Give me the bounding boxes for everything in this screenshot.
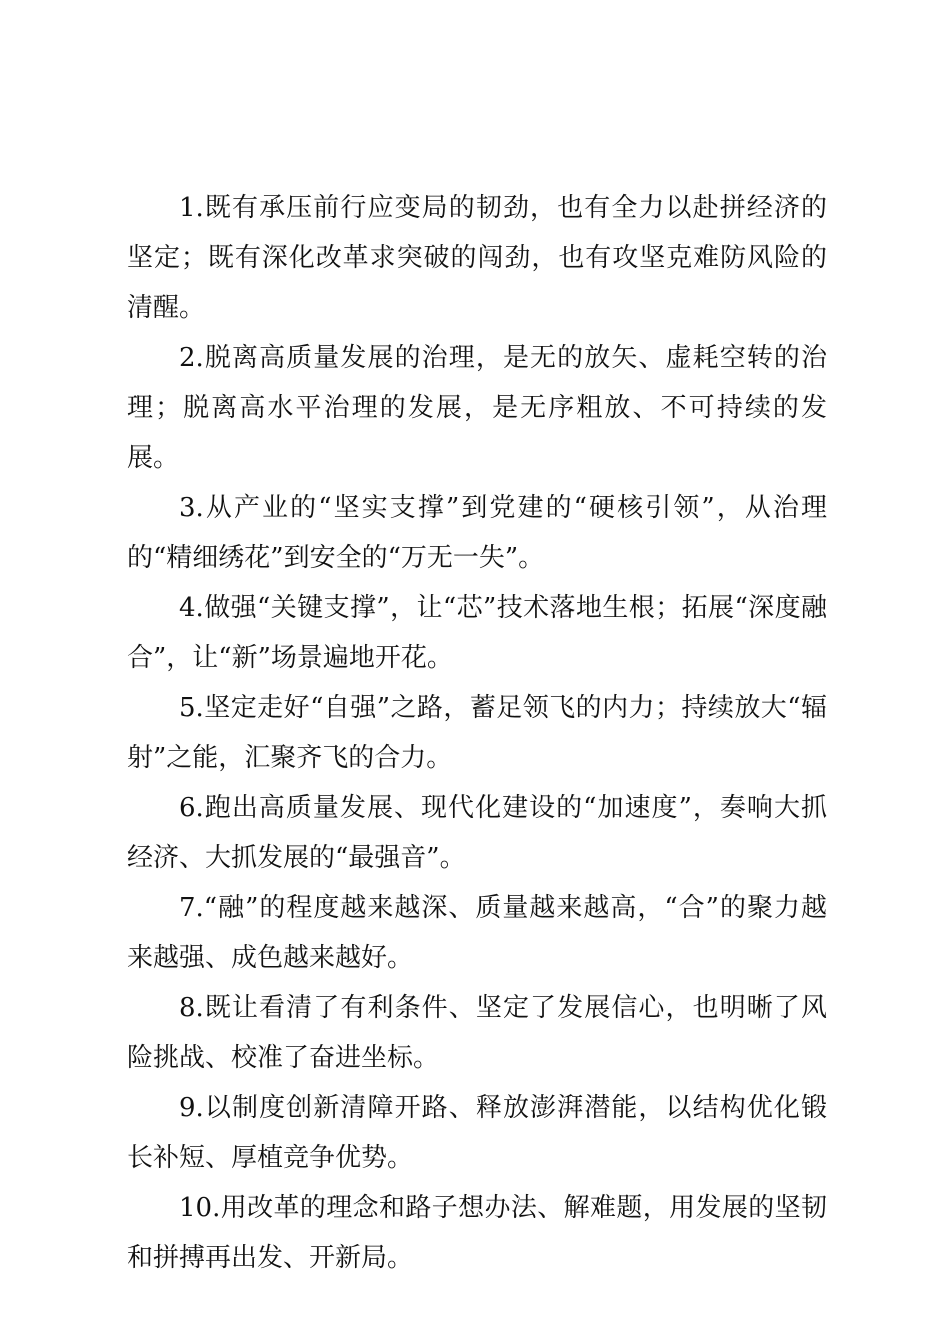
paragraph-line: 经济、大抓发展的“最强音”。 bbox=[127, 843, 466, 873]
paragraph-line: 1.既有承压前行应变局的韧劲，也有全力以赴拼经济的坚 bbox=[127, 193, 827, 273]
paragraph-line: 度融合”，让“新”场景遍地开花。 bbox=[127, 593, 827, 673]
paragraph-line: 6.跑出高质量发展、现代化建设的“加速度”，奏响大抓 bbox=[179, 793, 827, 823]
paragraph-line: 挑战、校准了奋进坐标。 bbox=[153, 1043, 440, 1073]
paragraph-line: 3.从产业的“坚实支撑”到党建的“硬核引领”，从治理 bbox=[179, 493, 827, 523]
paragraph-line: 7.“融”的程度越来越深、质量越来越高，“合”的聚力 bbox=[179, 893, 801, 923]
paragraph-line: 8.既让看清了有利条件、坚定了发展信心，也明晰了风险 bbox=[127, 993, 827, 1073]
paragraph-line: 定；既有深化改革求突破的闯劲，也有攻坚克难防风险的清醒。 bbox=[127, 243, 827, 323]
paragraph-9 bbox=[127, 1083, 827, 1183]
paragraph-line: 5.坚定走好“自强”之路，蓄足领飞的内力；持续放大 bbox=[179, 693, 788, 723]
paragraph-10 bbox=[127, 1183, 827, 1283]
paragraph-2 bbox=[127, 333, 827, 483]
paragraph-line: 10.用改革的理念和路子想办法、解难题，用发展的坚韧和 bbox=[127, 1193, 827, 1273]
paragraph-line: “辐射”之能，汇聚齐飞的合力。 bbox=[127, 693, 827, 773]
paragraph-line: 4.做强“关键支撑”，让“芯”技术落地生根；拓展“深 bbox=[179, 593, 775, 623]
paragraph-6 bbox=[127, 783, 827, 883]
paragraph-line: 的“精细绣花”到安全的“万无一失”。 bbox=[127, 543, 545, 573]
paragraph-3 bbox=[127, 483, 827, 583]
paragraph-5 bbox=[127, 683, 827, 783]
paragraph-1 bbox=[127, 183, 827, 333]
paragraph-8 bbox=[127, 983, 827, 1083]
paragraph-line: 2.脱离高质量发展的治理，是无的放矢、虚耗空转的治理； bbox=[127, 343, 827, 423]
paragraph-4 bbox=[127, 583, 827, 683]
paragraph-7 bbox=[127, 883, 827, 983]
paragraph-line: 脱离高水平治理的发展，是无序粗放、不可持续的发展。 bbox=[127, 393, 827, 473]
paragraph-line: 越来越强、成色越来越好。 bbox=[127, 893, 827, 973]
paragraph-line: 9.以制度创新清障开路、释放澎湃潜能，以结构优化锻长 bbox=[127, 1093, 827, 1173]
document-body bbox=[127, 183, 827, 1283]
paragraph-line: 补短、厚植竞争优势。 bbox=[153, 1143, 414, 1173]
paragraph-line: 拼搏再出发、开新局。 bbox=[153, 1243, 414, 1273]
